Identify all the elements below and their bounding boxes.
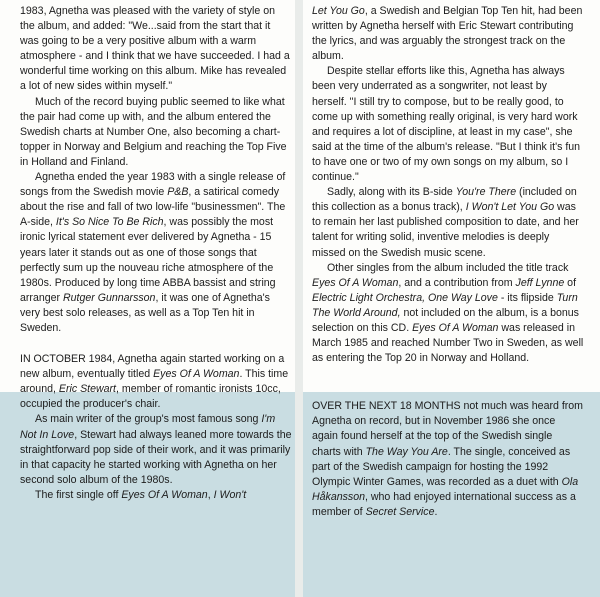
text: of [564, 276, 577, 289]
paragraph [312, 185, 584, 260]
text: IN OCTOBER 1984, Agnetha again started working on a new album, eventually titled [20, 353, 285, 381]
text: The first single off [35, 488, 122, 501]
text: , and a contribution from [398, 276, 516, 289]
text: Despite stellar efforts like this, Agnetha has always been very underrated as a songwriter, not least by herself. "I still try to compose, but to be really good, to come up with something really original, is very hard work and requires a lot of discipline, at least in my case", she said at the time of the album's release. "But I think it's fun to have one or two of my own songs on my album, so I continue." [312, 65, 581, 184]
italic-title: Eyes Of A Woman [412, 321, 499, 334]
italic-title: You're There [455, 186, 517, 199]
text: Much of the record buying public seemed to like what the pair had come up with, and the album entered the Swedish charts at Number One, also becoming a chart-topper in Norway and Belgium and reaching the Top Five in Holland and Finland. [20, 95, 287, 168]
italic-name: Rutger Gunnarsson [63, 291, 156, 304]
italic-title: Eyes Of A Woman [153, 368, 240, 381]
text: (included on this collection as a bonus track), [312, 186, 577, 214]
paragraph [20, 4, 292, 95]
italic-title: Electric Light Orchestra, One Way Love [312, 291, 498, 304]
text: , it was one of Agnetha's very best solo releases, as well as a Top Ten hit in Sweden. [20, 291, 270, 334]
italic-title: Eyes Of A Woman [312, 276, 399, 289]
text: , [207, 488, 214, 501]
italic-title: The Way You Are [365, 445, 448, 458]
paragraph [20, 95, 292, 170]
text: Sadly, along with its B-side [327, 186, 456, 199]
paragraph [312, 261, 584, 367]
italic-title: Turn The World Around, [312, 291, 578, 319]
text: . The single, conceived as part of the Swedish campaign for hosting the 1992 Olympic Winter Games, was recorded as a duet with [312, 445, 571, 488]
text: , who had enjoyed international success as a member of [312, 490, 576, 518]
text: , was possibly the most ironic lyrical statement ever delivered by Agnetha - 15 years later it stands out as one of those songs that perfectly sum up the nouveau riche atmosphere of the 1980s. Produced by long time ABBA bassist and string arranger [20, 216, 276, 304]
paragraph [312, 64, 584, 185]
paragraph [312, 4, 584, 64]
paragraph [20, 488, 292, 503]
italic-name: Ola Håkansson [312, 475, 579, 503]
italic-title: I'm Not In Love [20, 413, 276, 441]
text: was released in March 1985 and reached Number Two in Sweden, as well as entering the Top 20 in Norway and Holland. [312, 321, 584, 365]
column-gutter [295, 0, 303, 597]
italic-title: Eyes Of A Woman [121, 488, 208, 501]
right-column [312, 4, 584, 520]
italic-name: Eric Stewart [58, 383, 116, 396]
text: Other singles from the album included the title track [327, 261, 569, 274]
italic-name: Jeff Lynne [515, 276, 565, 289]
italic-title: I Won't Let You Go [465, 201, 555, 214]
text: Agnetha ended the year 1983 with a single release of songs from the Swedish movie [20, 171, 286, 199]
paragraph [20, 170, 292, 336]
text: 1983, Agnetha was pleased with the variety of style on the album, and added: "We...said from the start that it was going to be a very positive album with a warm atmosphere - and I think that we have succeeded. I had a wonderful time working on this album. Mike has revealed a lot of new sides within myself." [20, 5, 290, 93]
italic-title: It's So Nice To Be Rich [55, 216, 164, 229]
italic-title: P&B [167, 186, 189, 199]
italic-name: Secret Service [365, 505, 435, 518]
paragraph [20, 352, 292, 412]
text: was to remain her last published composition to date, and her talent for writing solid, inventive melodies is deeply missed on the Swedish music scene. [312, 201, 579, 259]
italic-title: I Won't [213, 488, 247, 501]
text: not included on the album, is a bonus selection on this CD. [312, 306, 579, 334]
text: OVER THE NEXT 18 MONTHS not much was heard from Agnetha on record, but in November 1986 she once again found herself at the top of the Swedish single charts with [312, 400, 584, 458]
text: . This time around, [20, 368, 289, 396]
text: , Stewart had always leaned more towards the straightforward pop side of their work, and it was primarily in that capacity he started working with Agnetha on her second solo album of the 1980s. [20, 428, 292, 486]
text: , a satirical comedy about the rise and fall of two low-life "businessmen". The A-side, [20, 186, 286, 229]
text: - its flipside [497, 291, 557, 304]
text: . [434, 505, 438, 518]
paragraph [312, 399, 584, 520]
text: As main writer of the group's most famous song [35, 413, 262, 426]
text: , a Swedish and Belgian Top Ten hit, had been written by Agnetha herself with Eric Stewart contributing the lyrics, and was arguably the strongest track on the album. [312, 5, 583, 63]
paragraph [20, 412, 292, 487]
text: , member of romantic ironists 10cc, occupied the producer's chair. [20, 383, 281, 411]
italic-title: Let You Go [312, 5, 365, 17]
left-column [20, 4, 292, 503]
